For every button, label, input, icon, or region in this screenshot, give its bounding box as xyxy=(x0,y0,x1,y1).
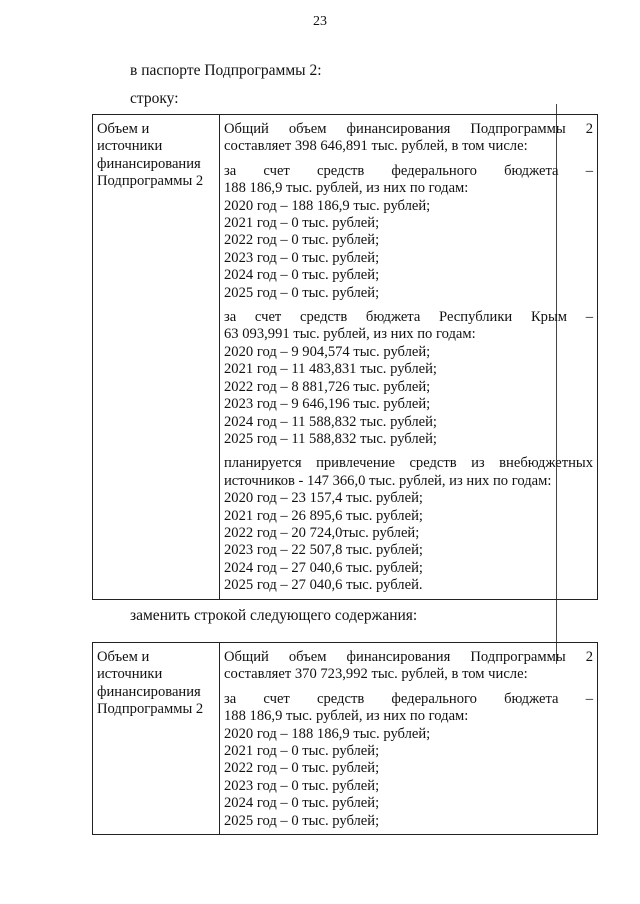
intro-text: в паспорте Подпрограммы 2: xyxy=(130,62,322,79)
year-line: 2022 год – 0 тыс. рублей; xyxy=(224,232,380,249)
year-line: 2023 год – 0 тыс. рублей; xyxy=(224,249,380,266)
row-label-cell xyxy=(93,643,220,835)
total-financing-block xyxy=(224,649,593,684)
label-line: Объем и xyxy=(97,121,150,137)
row-content-cell xyxy=(220,643,598,835)
total-financing-block xyxy=(224,121,593,156)
passport-table-new xyxy=(92,642,598,835)
year-line: 2020 год – 9 904,574 тыс. рублей; xyxy=(224,343,431,360)
year-line: 2025 год – 11 588,832 тыс. рублей; xyxy=(224,430,437,447)
year-line: 2024 год – 0 тыс. рублей; xyxy=(224,267,380,284)
year-line: 2021 год – 11 483,831 тыс. рублей; xyxy=(224,361,437,378)
crimea-budget-block xyxy=(224,309,593,448)
source-sum: 63 093,991 тыс. рублей, из них по годам: xyxy=(224,326,476,343)
year-line: 2022 год – 20 724,0тыс. рублей; xyxy=(224,524,420,541)
row-content-cell xyxy=(220,115,598,600)
source-sum: 188 186,9 тыс. рублей, из них по годам: xyxy=(224,708,469,725)
source-heading: за счет средств бюджета Республики Крым – xyxy=(224,309,593,326)
year-line: 2020 год – 23 157,4 тыс. рублей; xyxy=(224,490,423,507)
table-row xyxy=(93,115,598,600)
source-sum: 188 186,9 тыс. рублей, из них по годам: xyxy=(224,180,469,197)
year-line: 2024 год – 11 588,832 тыс. рублей; xyxy=(224,413,437,430)
row-label-cell xyxy=(93,115,220,600)
source-heading: планируется привлечение средств из внебюджетных xyxy=(224,455,593,472)
year-line: 2025 год – 27 040,6 тыс. рублей. xyxy=(224,577,423,594)
intro-row-label: строку: xyxy=(130,90,179,107)
label-line: Подпрограммы 2 xyxy=(97,173,204,190)
federal-budget-block xyxy=(224,691,593,830)
year-line: 2021 год – 0 тыс. рублей; xyxy=(224,215,380,232)
year-line: 2023 год – 0 тыс. рублей; xyxy=(224,777,380,794)
source-heading: за счет средств федерального бюджета – xyxy=(224,162,593,179)
label-line: финансирования xyxy=(97,155,201,172)
label-line: источники xyxy=(97,138,163,155)
source-heading: за счет средств федерального бюджета – xyxy=(224,690,593,707)
extrabudgetary-block xyxy=(224,455,593,594)
label-line: источники xyxy=(97,666,163,683)
year-line: 2022 год – 8 881,726 тыс. рублей; xyxy=(224,378,431,395)
label-line: Объем и xyxy=(97,649,150,665)
year-line: 2020 год – 188 186,9 тыс. рублей; xyxy=(224,197,431,214)
total-line: Общий объем финансирования Подпрограммы 2 xyxy=(224,649,593,665)
source-sum: источников - 147 366,0 тыс. рублей, из них по годам: xyxy=(224,472,552,489)
year-line: 2024 год – 0 тыс. рублей; xyxy=(224,795,380,812)
replace-instruction: заменить строкой следующего содержания: xyxy=(130,607,418,624)
passport-table-old xyxy=(92,114,598,600)
year-line: 2021 год – 26 895,6 тыс. рублей; xyxy=(224,507,423,524)
year-line: 2021 год – 0 тыс. рублей; xyxy=(224,743,380,760)
federal-budget-block xyxy=(224,163,593,302)
year-line: 2025 год – 0 тыс. рублей; xyxy=(224,284,380,301)
year-line: 2023 год – 22 507,8 тыс. рублей; xyxy=(224,542,423,559)
label-line: Подпрограммы 2 xyxy=(97,701,204,718)
total-line: Общий объем финансирования Подпрограммы 2 xyxy=(224,121,593,137)
total-line: составляет 370 723,992 тыс. рублей, в том числе: xyxy=(224,666,528,683)
page-number: 23 xyxy=(313,14,327,29)
year-line: 2023 год – 9 646,196 тыс. рублей; xyxy=(224,396,431,413)
label-line: финансирования xyxy=(97,683,201,700)
year-line: 2022 год – 0 тыс. рублей; xyxy=(224,760,380,777)
year-line: 2024 год – 27 040,6 тыс. рублей; xyxy=(224,559,423,576)
table-row xyxy=(93,643,598,835)
year-line: 2020 год – 188 186,9 тыс. рублей; xyxy=(224,725,431,742)
total-line: составляет 398 646,891 тыс. рублей, в том числе: xyxy=(224,138,528,155)
year-line: 2025 год – 0 тыс. рублей; xyxy=(224,812,380,829)
